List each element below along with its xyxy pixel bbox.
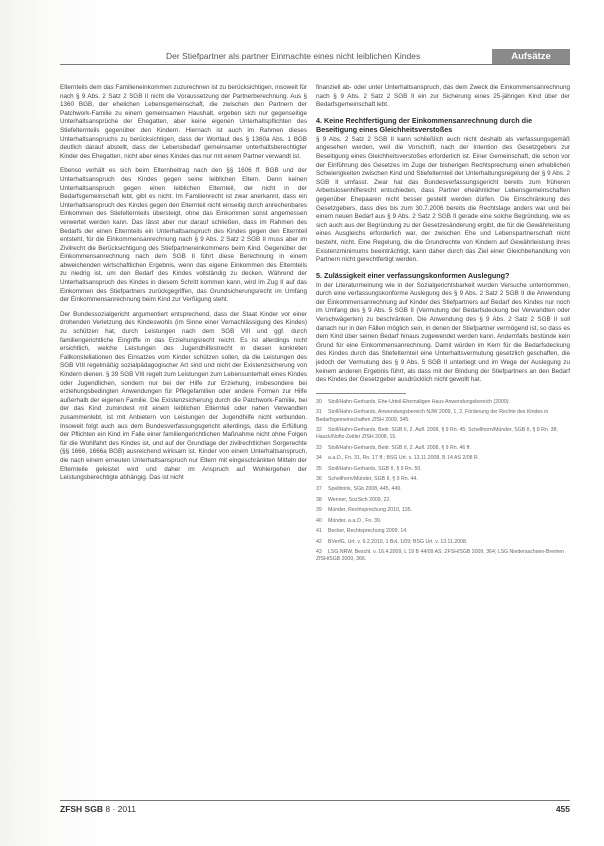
page-number: 455 bbox=[555, 804, 570, 814]
footnote-text: Stoll/Hahn-Gerhards, Anwendungsbereich NJW 2009, 1, 2, Förderung der Rechte des Kindes in Bedarfsgemeinschaften ZfSH 2009, 345. bbox=[316, 409, 549, 423]
footnote bbox=[316, 399, 570, 406]
footnote-number: 32 bbox=[316, 427, 322, 434]
footnote-number: 41 bbox=[316, 528, 322, 535]
footnote bbox=[316, 445, 570, 452]
section-tab bbox=[492, 49, 570, 65]
footnote bbox=[316, 409, 570, 424]
section-heading: 5. Zulässigkeit einer verfassungskonformen Auslegung? bbox=[316, 270, 510, 280]
footnote bbox=[316, 455, 570, 462]
footnote-text: Spellbrink, SGb 2008, 445, 449. bbox=[328, 486, 402, 493]
body-paragraph: Der Bundessozialgericht argumentiert entsprechend, dass der Staat Kinder vor einer drohenden Verletzung des Kindeswohls (im Sinne einer Vernachlässigung des Kindes) zu schützen hat, durch Leistungen nach dem SGB VIII und ggf. durch familiengerichtliche Eingriffe in das Erziehungsrecht reicht. Es ist allerdings nicht ersichtlich, welche Leistungen des Jugendhilfestrecht in diesen konkreten Fallkonstellationen des Einsatzes vom Kinder schützen sollen, da die Leistungen des SGB VIII regelmäßig sozialpädagogischer Art sind und nicht der Existenzsicherung von Kindern dienen. § 39 SGB VIII regelt zum Leistungen zum Lebensunterhalt eines Kindes oder Jugendlichen, sondern nur bei der Hilfe zur Erziehung, insbesondere bei erziehungsbedingten Anwendungen für Pflegefamilien oder andere Formen zur Hilfe außerhalb der eigenen Familie. Die Existenzsicherung durch die Patchwork-Familie, bei der das Kind zumindest mit einem leiblichen Elternteil oder nahen Verwandten zusammenlebt, ist mit Anbietern von Leistungen der Jugendhilfe nicht verbunden. Insoweit folgt auch aus dem Bundesverfassungsgericht allerdings, dass die Erfüllung der Pflichten ein Kind im Falle einer familiengerichtlichen Maßnahme nicht ohne Folgen für die Wohlfahrt des Kindes ist, und auf der Grundlage der zivilrechtlichen Sorgerechte (§§ 1666, 1666a BGB) ausreichend wirksam ist. Kinder von einem Unterhaltsanspruch, die nach einem erneuten Unterhaltsanspruch nur Eltern mit eingeschränkten Mitteln der Elternteile geleistet wird und daher im Anspruch auf Wohlergehen der Leistungsberechtigte abhängig. Das ist nicht bbox=[60, 310, 307, 482]
footnote-text: Münder, a.a.O., Fn. 39. bbox=[328, 517, 382, 524]
footnote bbox=[316, 427, 570, 442]
footnote bbox=[316, 528, 570, 535]
right-column bbox=[316, 84, 570, 567]
footnote-number: 31 bbox=[316, 409, 322, 416]
footnote bbox=[316, 497, 570, 504]
footnotes bbox=[316, 399, 570, 564]
footnote-number: 37 bbox=[316, 486, 322, 493]
footnote-text: LSG NRW, Beschl. v. 16.4.2009, L 19 B 44/09 AS; ZFSH/SGB 2009, 364; LSG Niedersachsen-Bremen ZfSH/SGB 2009, 366. bbox=[316, 548, 565, 563]
running-title: Der Stiefpartner als partner Einmachte eines nicht leiblichen Kindes bbox=[166, 51, 421, 61]
footnote-text: Wenner, SozSich 2009, 22. bbox=[328, 496, 391, 503]
footnote-text: Stoll/Hahn-Gerhards, Beitr. SGB II, 2. Aufl. 2008, § 9 Rn. 46 ff. bbox=[328, 444, 471, 451]
footnote-number: 33 bbox=[316, 444, 322, 451]
section-tab-label: Aufsätze bbox=[511, 51, 551, 62]
body-paragraph: finanziell ab- oder unter Unterhaltsanspruch, das dem Zweck die Einkommensanrechnung nach § 9 Abs. 2 Satz 2 SGB II ein zur Sicherung eines 25-jährigen Kind über der Bedarfsgemeinschaft lebt. bbox=[316, 84, 570, 109]
footer-divider bbox=[60, 800, 570, 801]
footnote-number: 35 bbox=[316, 465, 322, 472]
footnote bbox=[316, 466, 570, 473]
footnote bbox=[316, 476, 570, 483]
footnote-number: 36 bbox=[316, 476, 322, 483]
footnote-number: 40 bbox=[316, 517, 322, 524]
footnote-number: 42 bbox=[316, 538, 322, 545]
footnote bbox=[316, 539, 570, 546]
journal-issue: 8 · 2011 bbox=[105, 804, 136, 814]
footnote-text: a.a.O., Fn. 31, Rn. 17 ff.; BSG Urt. v. 13.11.2008, B 14 AS 2/08 R. bbox=[328, 455, 480, 462]
footnote bbox=[316, 486, 570, 493]
footnote-text: Münder, Rechtsprechung 2010, 135. bbox=[328, 507, 412, 514]
footnote-number: 34 bbox=[316, 455, 322, 462]
journal-footer bbox=[60, 804, 136, 814]
footnote-number: 39 bbox=[316, 507, 322, 514]
page-header bbox=[166, 49, 570, 65]
body-paragraph: Ebenso verhält es sich beim Elternbeitrag nach den §§ 1606 ff. BGB und der Unterhaltsanspruch des Kindes gegen seine leiblichen Eltern. Denn keinen Unterhaltsanspruch gegen einen leiblichen Elternteil, der nicht in der Bedarfsgemeinschaft lebt, gibt es nicht. Im Familienrecht ist zwar anerkannt, dass ein Unterhaltsanspruch des Kindes gegen den Elternteil nicht einseitig durch anrechenbares Einkommen des Stiefelternteils übersteigt, ohne das Einkommen sonst angemessen verwertet werden kann. Das lässt aber nur darauf schließen, dass im Rahmen des Bedarfs der einen Elternteils ein Unterhaltsanspruch des Kindes gegen den Elternteil entsteht, für die Einkommensanrechnung nach § 9 Abs. 2 Satz 2 SGB II muss aber im Zivilrecht die Berücksichtigung des Stiefpartnereinkommens beim Kind. Gegenüber der Einkommensanrechnung nach dem SGB II führt diese Berechnung in einem abweichenden wirtschaftlichen Ergebnis, wenn das eigene Einkommen des Elternteils zu niedrig ist, um den Bedarf des Kindes vollständig zu decken. Während der Unterhaltsanspruch des Kindes in diesem Schritt kommen kann, wird im Zug II auf das Einkommen des Stiefpartners zurückgegriffen, das Grundsicherungsrecht im Umfang der Einkommensanrechnung beim Kind zur Verfügung steht. bbox=[60, 167, 307, 304]
footnote-number: 30 bbox=[316, 398, 322, 405]
footnote-number: 38 bbox=[316, 496, 322, 503]
footnote-text: Stoll/Hahn-Gerhards, SGB II, § 9 Rn. 50. bbox=[328, 465, 422, 472]
body-paragraph: § 9 Abs. 2 Satz 2 SGB II kann schließlich auch nicht deshalb als verfassungsgemäß angesehen werden, weil die Vorschrift, nach der Intention des Gesetzgebers zur Beseitigung eines Gleichheitsverstoßes erforderlich ist. Einer Gemeinschaft, die schon vor der Einführung des Gesetzes im Zuge der bisherigen Rechtsprechung einen erheblichen Schwierigkeiten zwischen Kind und Stiefelternteil der Unterhaltungsregelung der § 9 Abs. 2 SGB II umfasst. Zwar hat das Bundesverfassungsgericht bereits zum früheren Arbeitslosenhilferecht entschieden, dass Partner eheähnlicher Lebensgemeinschaften gegenüber Ehepaaren nicht besser gestellt werden dürfen. Die Einschränkung des Gesetzgebers, dass dies bis zum 30.7.2006 bereits die Rechtslage anders war und bei einem neuen Bedarf aus § 9 Abs. 2 Satz 2 SGB II gerade eine solche Begründung, wie es sich auch aus der Begründung zu der Gesetzesänderung ergibt, die für die Gewährleistung eines Ausgleichs erforderlich war, der zwischen Ehe und Lebenspartnerschaft nicht besteht, nicht. Eine Regelung, die die Grundrechte von Kindern auf Gewährleistung ihres Existenzminimums beeinträchtigt, kann daher durch das Ziel einer Gleichbehandlung von Partnern nicht gerechtfertigt werden. bbox=[316, 135, 570, 264]
footnote-number: 43 bbox=[316, 548, 322, 555]
footnote bbox=[316, 518, 570, 525]
left-column bbox=[60, 84, 307, 489]
footnote-text: Schellhorn/Münder, SGB II, § 9 Rn. 44. bbox=[328, 476, 418, 483]
footnote bbox=[316, 549, 570, 564]
body-paragraph: Elternteils dem das Familieneinkommen zuzurechnen ist zu berücksichtigen, insoweit für nach § 9 Abs. 2 Satz 2 SGB II nicht die Voraussetzung der Partnerberechnung. Aus § 1360 BGB, der ehelichen Lebensgemeinschaft, die zwischen den Partnern der Patchwork-Familie zu einem gemeinsamen Haushalt, ergeben sich nur gegenseitige Unterhaltsansprüche der Ehegatten, aber keine eigenen Unterhaltspflichten des Stiefelternteils gegenüber den Kindern. Hiernach ist auch im Rahmen dieses Unterhaltsanspruchs zu berücksichtigen, dass der Wortlaut des § 1360a Abs. 1 BGB deutlich darauf abstellt, dass der Lebensbedarf gemeinsamer unterhaltsberechtigter Kinder des Ehegatten, nicht aber eines Kindes das nur mit einem Partner verwandt ist. bbox=[60, 84, 307, 160]
header-divider bbox=[60, 64, 570, 65]
footnote-text: BVerfG, Urt. v. 9.2.2010, 1 BvL 1/09; BSG Urt. v. 13.11.2008. bbox=[328, 538, 468, 545]
footnote bbox=[316, 507, 570, 514]
footnote-text: Becker, Rechtsprechung 2009, 14. bbox=[328, 528, 408, 535]
journal-name: ZFSH SGB bbox=[60, 804, 103, 814]
body-paragraph: In der Literaturmeinung wie in der Sozialgerichtsbarkeit wurden Versuche unternommen, durch eine verfassungskonforme Auslegung des § 9 Abs. 2 Satz 2 SGB II die Anwendung der Einkommensanrechnung auf Kinder des Stiefpartners auf Bedarf des Kindes nur noch im Umfang des § 9 Abs. 5 SGB II (Vermutung der Bedarfsdeckung bei Verwandten oder Verschwägerten) zu beschränken. Die Anwendung des § 9 Abs. 2 Satz 2 SGB II soll danach nur in den Fällen möglich sein, in denen der Stiefpartner vermögend ist, so dass es dem Kind über seinen Bedarf hinaus zugewendet werden kann. Andernfalls bestünde kein Grund für eine Einkommensanrechnung. Damit würden im Kern für die Bedarfsdeckung des Kindes durch das Stiefelternteil eine Unterhaltsvermutung gesetzlich geschaffen, die jedoch der Vermutung des § 9 Abs. 5 SGB II unterliegt und im Wege der Auslegung zu keinem anderen Ergebnis führt, als dass mit der Bindung der Stiefpartners an den Bedarf des Kindes der Gesetzgeber ausdrücklich nicht gewollt hat. bbox=[316, 281, 570, 384]
footnote-divider bbox=[316, 393, 406, 394]
footnote-text: Stoll/Hahn-Gerhards, Beitr. SGB II, 2. Aufl. 2008, § 9 Rn. 45; Schellhorn/Münder, SGB II, § 9 Rn. 38; Hauck/Noftz-Zeitler ZfSH 2008, 15. bbox=[316, 427, 558, 441]
footnote-text: Stoll/Hahn-Gerhards, Ehe-Urteil-Ehemaligen Haus Anwendungsbereich (2009). bbox=[328, 398, 510, 405]
section-heading: 4. Keine Rechtfertigung der Einkommensanrechnung durch die Beseitigung eines Gleichheitsverstoßes bbox=[316, 115, 533, 134]
